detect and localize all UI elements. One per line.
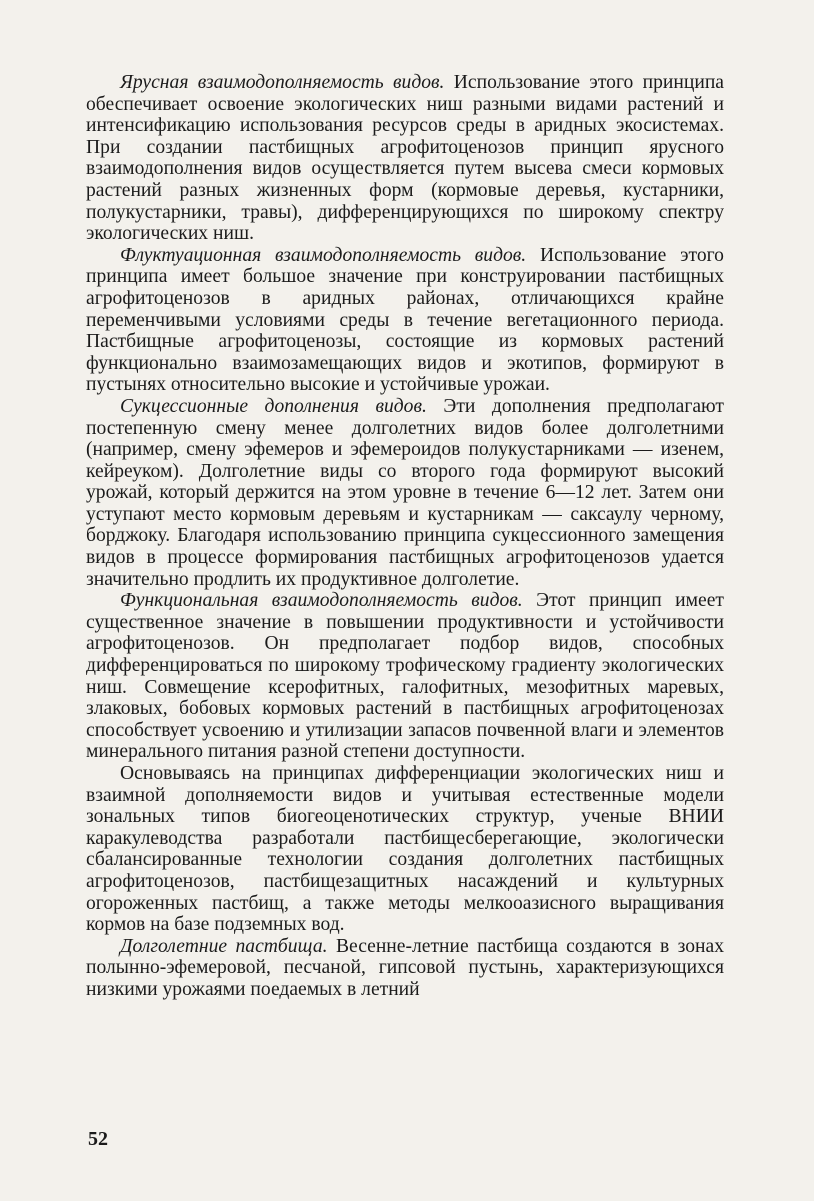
paragraph-text: Использование этого принципа имеет большое значение при конструировании пастбищных агрофитоценозов в аридных районах, отличающихся крайне переменчивыми условиями среды в течение вегетационного периода. Пастбищные агрофитоценозы, состоящие из кормовых растений функционально взаимозамещающих видов и экотипов, формируют в пустынях относительно высокие и устойчивые урожаи. [86, 244, 724, 396]
paragraph-functional-complementarity [86, 590, 724, 763]
paragraph-heading: Флуктуационная взаимодополняемость видов. [120, 244, 527, 266]
paragraph-text: Эти дополнения предполагают постепенную смену менее долголетних видов более долголетними (например, смену эфемеров и эфемероидов полукустарниками — изенем, кейреуком). Долголетние виды со второго года формируют высокий урожай, который держится на этом уровне в течение 6—12 лет. Затем они уступают место кормовым деревьям и кустарникам — саксаулу черному, борджоку. Благодаря использованию принципа сукцессионного замещения видов в процессе формирования пастбищных агрофитоценозов удается значительно продлить их продуктивное долголетие. [86, 395, 724, 590]
paragraph-tier-complementarity [86, 72, 724, 245]
paragraph-long-term-pastures [86, 936, 724, 1001]
page-body [86, 72, 724, 1001]
paragraph-heading: Сукцессионные дополнения видов. [120, 395, 427, 417]
paragraph-text: Использование этого принципа обеспечивает освоение экологических ниш разными видами растений и интенсификацию использования ресурсов среды в аридных экосистемах. При создании пастбищных агрофитоценозов принцип ярусного взаимодополнения видов осуществляется путем высева смеси кормовых растений разных жизненных форм (кормовые деревья, кустарники, полукустарники, травы), дифференцирующихся по широкому спектру экологических ниш. [86, 72, 724, 245]
paragraph-vnii-technologies [86, 763, 724, 936]
paragraph-text: Этот принцип имеет существенное значение в повышении продуктивности и устойчивости агрофитоценозов. Он предполагает подбор видов, способных дифференцироваться по широкому трофическому градиенту экологических ниш. Совмещение ксерофитных, галофитных, мезофитных маревых, злаковых, бобовых кормовых растений в пастбищных агрофитоценозах способствует усвоению и утилизации запасов почвенной влаги и элементов минерального питания разной степени доступности. [86, 590, 724, 763]
paragraph-heading: Долголетние пастбища. [120, 935, 328, 957]
page-number: 52 [88, 1128, 108, 1150]
paragraph-succession-additions [86, 396, 724, 590]
paragraph-fluctuation-complementarity [86, 245, 724, 396]
paragraph-heading: Ярусная взаимодополняемость видов. [120, 72, 445, 93]
paragraph-text: Весенне-летние пастбища создаются в зонах полынно-эфемеровой, песчаной, гипсовой пустынь, характеризующихся низкими урожаями поедаемых в летний [86, 935, 725, 1000]
paragraph-text: Основываясь на принципах дифференциации экологических ниш и взаимной дополняемости видов и учитывая естественные модели зональных типов биогеоценотических структур, ученые ВНИИ каракулеводства разработали пастбищесберегающие, экологически сбалансированные технологии создания долголетних пастбищных агрофитоценозов, пастбищезащитных насаждений и культурных огороженных пастбищ, а также методы мелкооазисного выращивания кормов на базе подземных вод. [86, 763, 724, 936]
paragraph-heading: Функциональная взаимодополняемость видов. [120, 590, 523, 612]
